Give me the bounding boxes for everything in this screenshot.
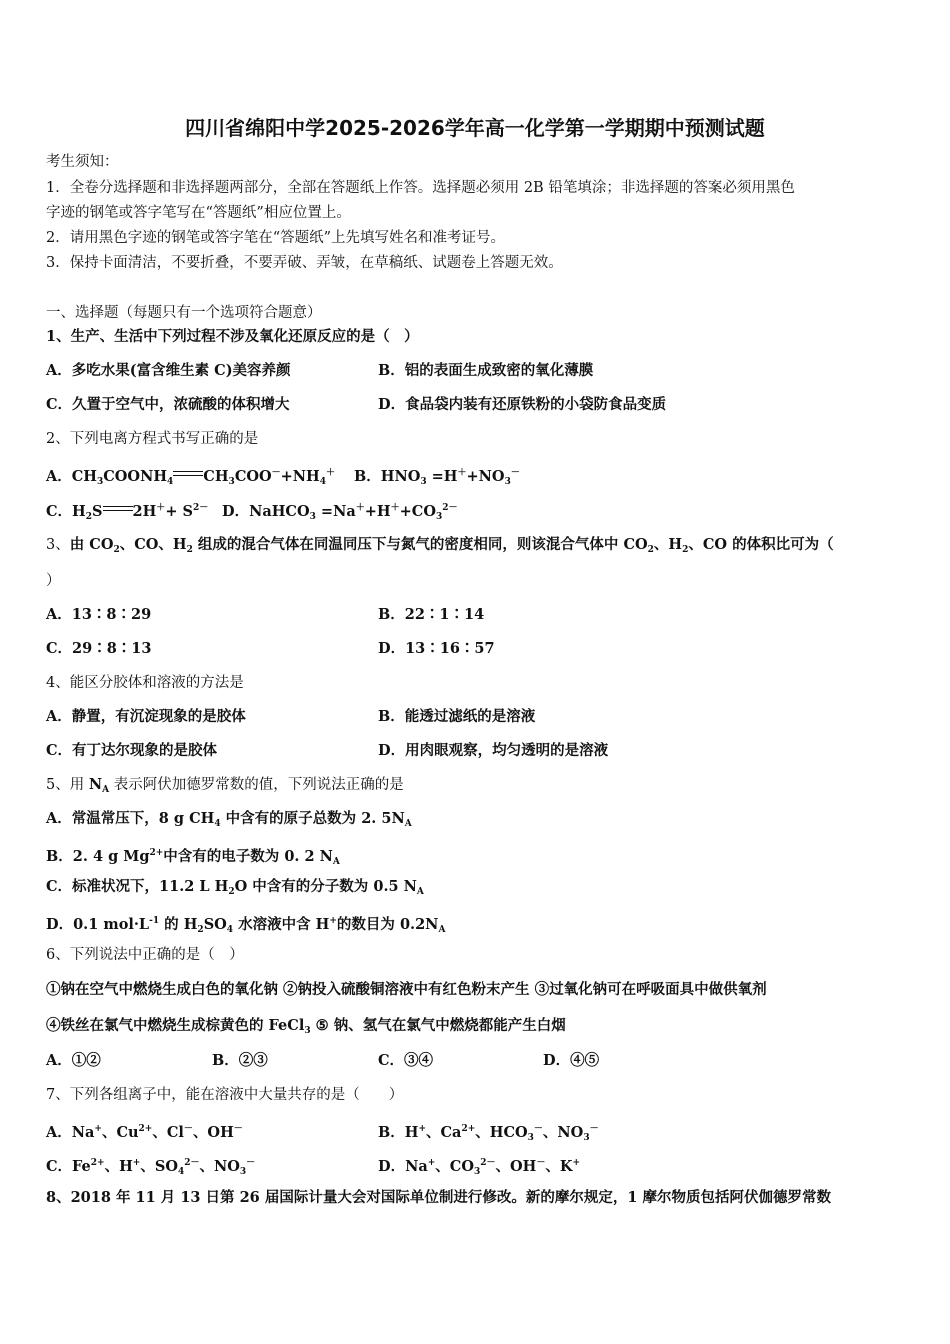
question-1-option-a: A．多吃水果(富含维生素 C)美容养颜	[46, 362, 291, 379]
question-5-option-a: A．常温常压下，8 g $CH_4$ 中含有的原子总数为 2. $5N_A$	[46, 810, 412, 829]
question-1-stem: 1、生产、生活中下列过程不涉及氧化还原反应的是（ ）	[46, 328, 419, 345]
question-5-option-c: C．标准状况下，11.2 L $H_2O$ 中含有的分子数为 0.5 $N_A$	[46, 878, 424, 897]
question-7-option-d: D．Na+、$CO_3^{2-}$、OH－、K+	[378, 1158, 580, 1177]
question-8-stem: 8、2018 年 11 月 13 日第 26 届国际计量大会对国际单位制进行修改。新的摩尔规定，1 摩尔物质包括阿伏伽德罗常数	[46, 1189, 831, 1206]
question-4-option-d: D．用肉眼观察，均匀透明的是溶液	[378, 742, 609, 759]
page-title: 四川省绵阳中学2025-2026学年高一化学第一学期期中预测试题	[185, 116, 765, 140]
question-6-option-a: A．①②	[46, 1052, 101, 1069]
notice-item-3: 3．保持卡面清洁，不要折叠，不要弄破、弄皱，在草稿纸、试题卷上答题无效。	[46, 255, 563, 271]
question-3-stem-end: 的体积比可为（	[732, 536, 834, 553]
question-6-option-b: B．②③	[212, 1052, 268, 1069]
notice-item-1-cont: 字迹的钢笔或答字笔写在“答题纸”相应位置上。	[46, 205, 351, 221]
question-1-option-b: B．铝的表面生成致密的氧化薄膜	[378, 362, 594, 379]
question-2-option-b: B．$HNO_3 =H^++NO_3^-$	[354, 468, 520, 487]
question-1-option-d: D．食品袋内装有还原铁粉的小袋防食品变质	[378, 396, 667, 413]
question-7-option-c: C．$Fe^{2+}$、H+、$SO_4^{2-}$、$NO_3^-$	[46, 1158, 256, 1177]
question-3-option-b: B．22∶1∶14	[378, 606, 485, 623]
section-heading: 一、选择题（每题只有一个选项符合题意）	[46, 305, 322, 321]
question-2-option-a: A．$CH_3COONH_4$ $CH_3COO^-+NH_4^+$	[46, 468, 336, 487]
question-5-option-d: D．0.1 $mol\cdot L^{-1}$ 的 $H_2SO_4$ 水溶液中含 H+的数目为 $0.2N_A$	[46, 916, 446, 935]
question-2-option-d: D．NaHCO$_3$ $=Na^++H^++CO_3^{2-}$	[222, 503, 458, 522]
equilibrium-arrow-icon	[103, 504, 133, 514]
question-4-option-b: B．能透过滤纸的是溶液	[378, 708, 536, 725]
question-6-stem: 6、下列说法中正确的是（ ）	[46, 947, 244, 963]
notice-heading: 考生须知：	[46, 154, 119, 170]
question-4-stem: 4、能区分胶体和溶液的方法是	[46, 675, 244, 691]
question-3-option-a: A．13∶8∶29	[46, 606, 152, 623]
question-4-option-a: A．静置，有沉淀现象的是胶体	[46, 708, 246, 725]
question-2-stem: 2、下列电离方程式书写正确的是	[46, 431, 259, 447]
question-7-option-a: A．Na+、$Cu^{2+}$、Cl－、OH－	[46, 1124, 243, 1141]
question-3-stem: 3、由 $CO_2$、CO、$H_2$ 组成的混合气体在同温同压下与氮气的密度相同，则该混合气体中 $CO_2$、$H_2$、CO 的体积比可为（	[46, 536, 834, 555]
question-7-stem: 7、下列各组离子中，能在溶液中大量共存的是（ ）	[46, 1087, 404, 1103]
equilibrium-arrow-icon	[173, 469, 203, 479]
question-6-statements-2: ④铁丝在氯气中燃烧生成棕黄色的 FeCl$_3$ ⑤ 钠、氢气在氯气中燃烧都能产生白烟	[46, 1017, 566, 1036]
notice-item-2: 2．请用黑色字迹的钢笔或答字笔在“答题纸”上先填写姓名和准考证号。	[46, 230, 506, 246]
question-5-option-b: B．2. 4 g $Mg^{2+}$中含有的电子数为 0. 2 $N_A$	[46, 848, 340, 867]
question-3-option-d: D．13∶16∶57	[378, 640, 495, 657]
question-2-option-c: C．$H_2S$ $2H^++ S^{2-}$	[46, 503, 209, 522]
question-6-option-d: D．④⑤	[543, 1052, 600, 1069]
question-4-option-c: C．有丁达尔现象的是胶体	[46, 742, 218, 759]
question-7-option-b: B．H+、$Ca^{2+}$、$HCO_3^-$、$NO_3^-$	[378, 1124, 599, 1143]
question-1-option-c: C．久置于空气中，浓硫酸的体积增大	[46, 396, 290, 413]
question-3-stem-cont: ）	[46, 573, 61, 589]
question-3-option-c: C．29∶8∶13	[46, 640, 152, 657]
question-5-stem: 5、用 $N_A$ 表示阿伏加德罗常数的值，下列说法正确的是	[46, 776, 404, 795]
question-6-option-c: C．③④	[378, 1052, 434, 1069]
question-6-statements-1: ①钠在空气中燃烧生成白色的氧化钠 ②钠投入硫酸铜溶液中有红色粉末产生 ③过氧化钠可在呼吸面具中做供氧剂	[46, 981, 767, 998]
notice-item-1: 1．全卷分选择题和非选择题两部分，全部在答题纸上作答。选择题必须用 2B 铅笔填涂；非选择题的答案必须用黑色	[46, 180, 795, 196]
